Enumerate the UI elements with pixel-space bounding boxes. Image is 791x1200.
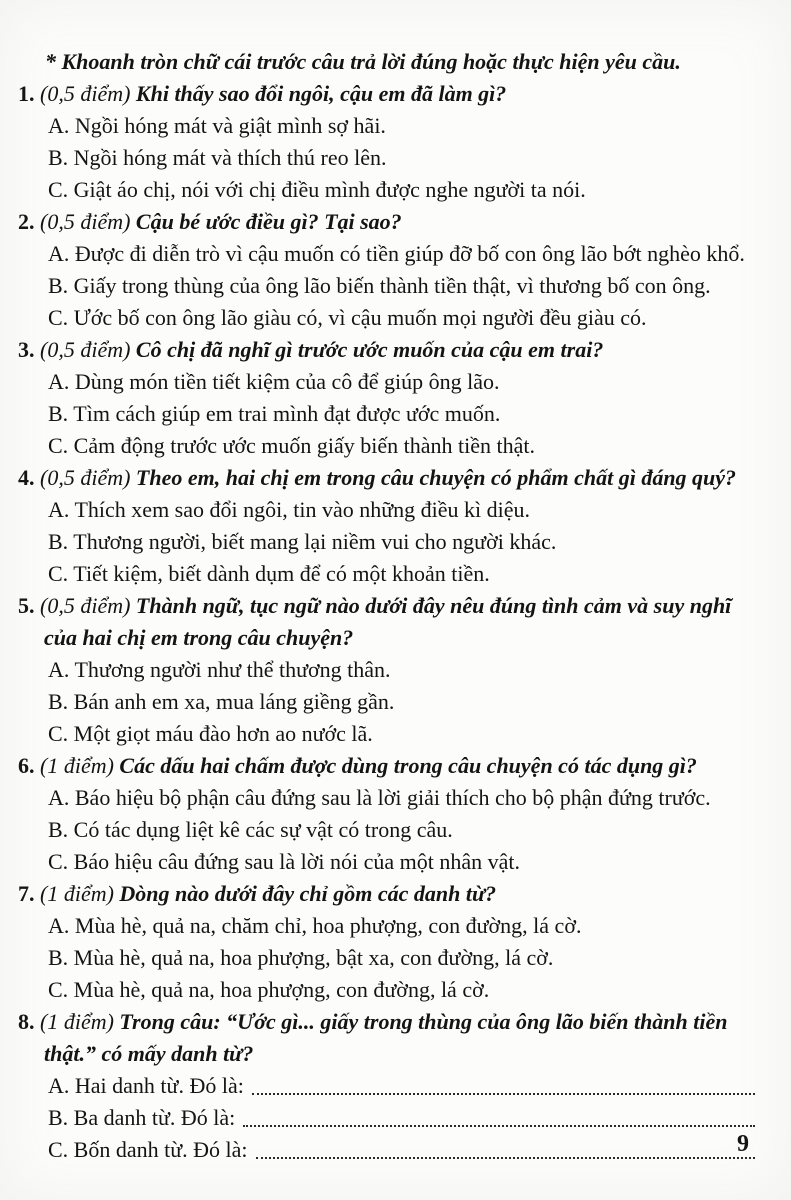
question-points: (1 điểm) (40, 753, 114, 778)
question-2-head (18, 206, 757, 238)
question-7-option-a: A. Mùa hè, quả na, chăm chỉ, hoa phượng, con đường, lá cờ. (48, 913, 582, 938)
question-1-option-c: C. Giật áo chị, nói với chị điều mình được nghe người ta nói. (48, 177, 586, 202)
question-text: Các dấu hai chấm được dùng trong câu chuyện có tác dụng gì? (119, 753, 697, 778)
question-points: (0,5 điểm) (40, 593, 131, 618)
question-8 (18, 1006, 757, 1166)
question-5-option-a: A. Thương người như thể thương thân. (48, 657, 391, 682)
question-5-option-b: B. Bán anh em xa, mua láng giềng gần. (48, 689, 395, 714)
question-4-head (18, 462, 757, 494)
question-8-option-c (48, 1134, 757, 1166)
question-points: (1 điểm) (40, 1009, 114, 1034)
question-3 (18, 334, 757, 462)
question-8-option-a (48, 1070, 757, 1102)
question-4 (18, 462, 757, 590)
question-8-option-b (48, 1102, 757, 1134)
question-2-option-b: B. Giấy trong thùng của ông lão biến thành tiền thật, vì thương bố con ông. (48, 273, 711, 298)
question-text: Trong câu: “Ước gì... giấy trong thùng của ông lão biến thành tiền thật.” có mấy danh từ? (44, 1009, 728, 1066)
question-2-option-a: A. Được đi diễn trò vì cậu muốn có tiền giúp đỡ bố con ông lão bớt nghèo khổ. (48, 241, 745, 266)
question-number: 7. (18, 881, 35, 906)
question-4-option-a: A. Thích xem sao đổi ngôi, tin vào những điều kì diệu. (48, 497, 531, 522)
question-3-option-a: A. Dùng món tiền tiết kiệm của cô để giúp ông lão. (48, 369, 500, 394)
question-number: 8. (18, 1009, 35, 1034)
question-6-option-c: C. Báo hiệu câu đứng sau là lời nói của một nhân vật. (48, 849, 521, 874)
question-1-option-a: A. Ngồi hóng mát và giật mình sợ hãi. (48, 113, 386, 138)
question-1 (18, 78, 757, 206)
option-label: A. Hai danh từ. Đó là: (48, 1073, 244, 1098)
page-number: 9 (737, 1131, 749, 1157)
question-3-head (18, 334, 757, 366)
question-8-head (18, 1006, 757, 1070)
question-points: (0,5 điểm) (40, 337, 131, 362)
question-text: Theo em, hai chị em trong câu chuyện có phẩm chất gì đáng quý? (135, 465, 737, 490)
question-4-option-c: C. Tiết kiệm, biết dành dụm để có một khoản tiền. (48, 561, 490, 586)
question-points: (0,5 điểm) (40, 81, 131, 106)
instruction-line: * Khoanh tròn chữ cái trước câu trả lời đúng hoặc thực hiện yêu cầu. (45, 49, 681, 74)
question-2-option-c: C. Ước bố con ông lão giàu có, vì cậu muốn mọi người đều giàu có. (48, 305, 647, 330)
question-number: 4. (18, 465, 35, 490)
question-6-option-b: B. Có tác dụng liệt kê các sự vật có trong câu. (48, 817, 453, 842)
question-number: 2. (18, 209, 35, 234)
question-1-option-b: B. Ngồi hóng mát và thích thú reo lên. (48, 145, 387, 170)
question-1-head (18, 78, 757, 110)
question-5 (18, 590, 757, 750)
question-7-head (18, 878, 757, 910)
question-text: Khi thấy sao đổi ngôi, cậu em đã làm gì? (135, 81, 507, 106)
question-text: Cậu bé ước điều gì? Tại sao? (135, 209, 402, 234)
question-2 (18, 206, 757, 334)
question-text: Thành ngữ, tục ngữ nào dưới đây nêu đúng tình cảm và suy nghĩ của hai chị em trong câu chuyện? (44, 593, 732, 650)
answer-blank-line (243, 1125, 755, 1127)
question-number: 3. (18, 337, 35, 362)
question-number: 6. (18, 753, 35, 778)
question-points: (1 điểm) (40, 881, 114, 906)
question-7 (18, 878, 757, 1006)
question-text: Cô chị đã nghĩ gì trước ước muốn của cậu em trai? (135, 337, 604, 362)
question-number: 5. (18, 593, 35, 618)
question-number: 1. (18, 81, 35, 106)
question-6 (18, 750, 757, 878)
question-6-head (18, 750, 757, 782)
question-7-option-b: B. Mùa hè, quả na, hoa phượng, bật xa, con đường, lá cờ. (48, 945, 554, 970)
question-7-option-c: C. Mùa hè, quả na, hoa phượng, con đường, lá cờ. (48, 977, 490, 1002)
answer-blank-line (252, 1093, 755, 1095)
question-3-option-c: C. Cảm động trước ước muốn giấy biến thành tiền thật. (48, 433, 536, 458)
question-3-option-b: B. Tìm cách giúp em trai mình đạt được ước muốn. (48, 401, 501, 426)
answer-blank-line (256, 1157, 755, 1159)
question-text: Dòng nào dưới đây chỉ gồm các danh từ? (119, 881, 497, 906)
question-6-option-a: A. Báo hiệu bộ phận câu đứng sau là lời giải thích cho bộ phận đứng trước. (48, 785, 711, 810)
question-points: (0,5 điểm) (40, 465, 131, 490)
question-points: (0,5 điểm) (40, 209, 131, 234)
question-5-head (18, 590, 757, 654)
question-4-option-b: B. Thương người, biết mang lại niềm vui cho người khác. (48, 529, 557, 554)
option-label: C. Bốn danh từ. Đó là: (48, 1137, 248, 1162)
question-5-option-c: C. Một giọt máu đào hơn ao nước lã. (48, 721, 373, 746)
option-label: B. Ba danh từ. Đó là: (48, 1105, 236, 1130)
